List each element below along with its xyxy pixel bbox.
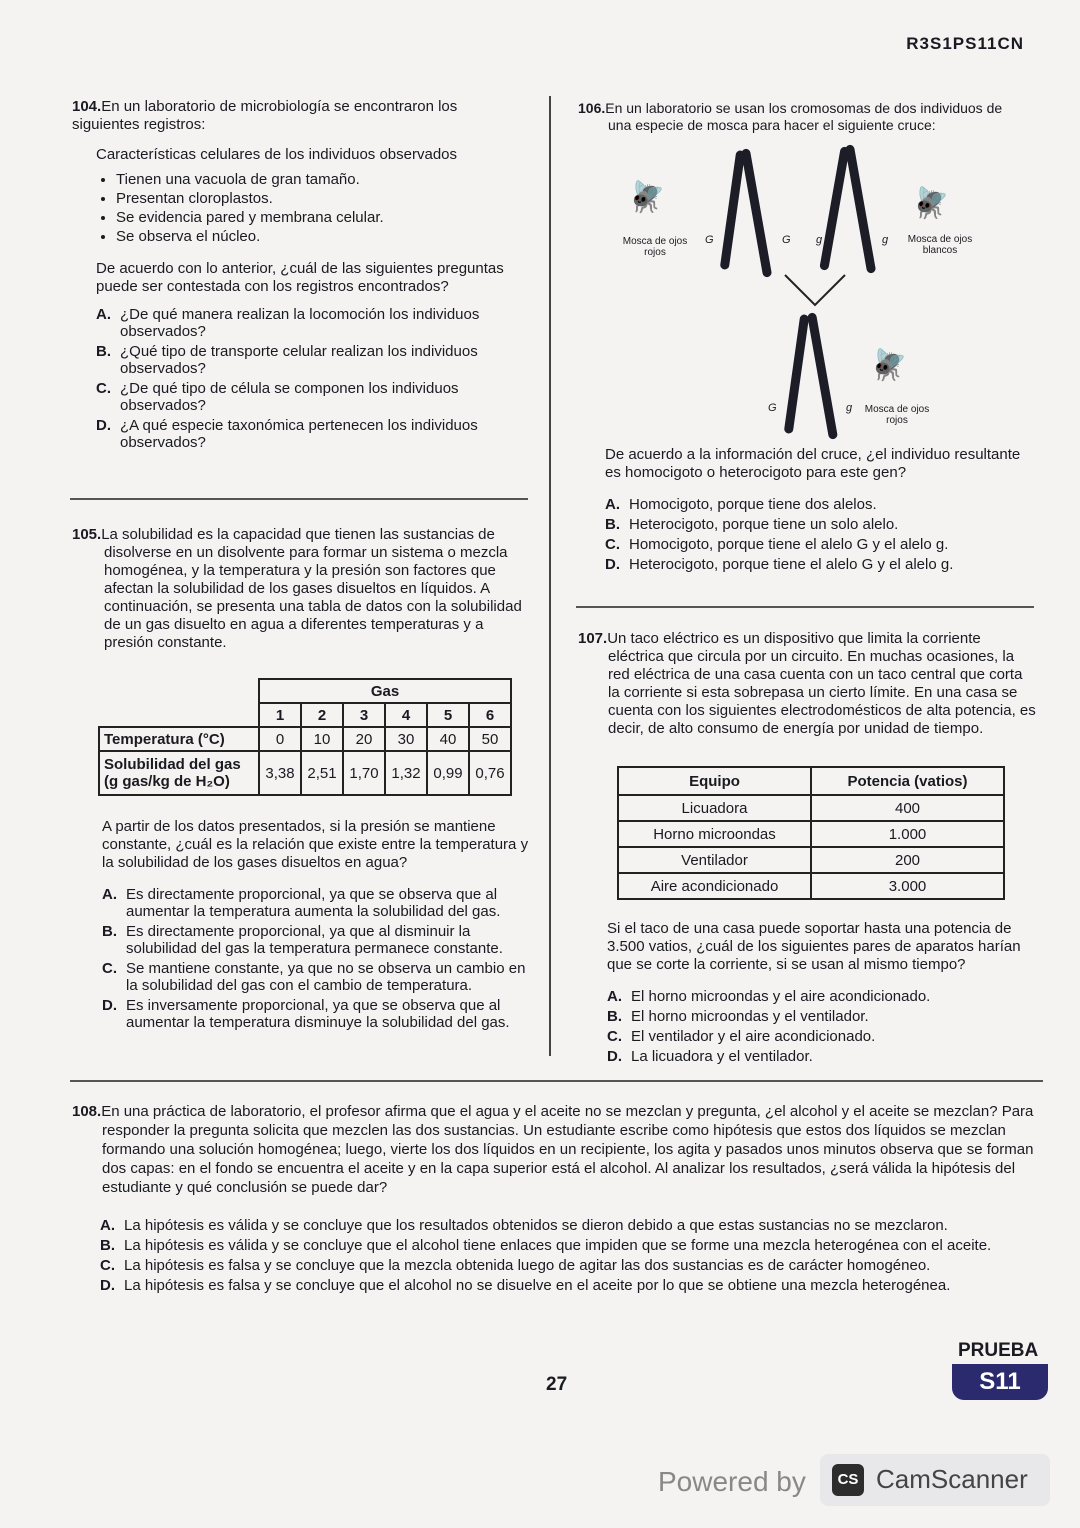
fly-label: Mosca de ojos rojos [622,236,688,258]
solubility-table [98,678,512,796]
question-stem: Un taco eléctrico es un dispositivo que limita la corriente eléctrica que circula por un circuito. En muchas ocasiones, la red eléctrica de una casa cuenta con un taco central que corta la corriente si esta sobrepasa un cierto límite. En una casa se cuenta con los siguientes electrodomésticos de alta potencia, es decir, de alto consumo de energía por unidad de tiempo. [607,630,1036,737]
camscanner-logo [820,1454,1050,1506]
fly-icon: 🪰 [628,181,666,214]
question-108 [72,1102,1046,1297]
allele-label: G [768,402,777,414]
table-cell: 2,51 [301,751,343,795]
table-header: 5 [427,703,469,727]
option-a[interactable]: A. La hipótesis es válida y se concluye que los resultados obtenidos se dieron debido a que estas sustancias no se mezclaron. [100,1217,948,1234]
brand-name: CamScanner [876,1464,1028,1494]
chromosome [807,312,838,440]
section-divider [70,1080,1043,1082]
chromosome [819,146,850,271]
table-cell: 1.000 [811,821,1004,847]
table-cell: 1,32 [385,751,427,795]
power-table [617,766,1005,900]
table-cell: 3,38 [259,751,301,795]
option-d[interactable]: D. Heterocigoto, porque tiene el alelo G y el alelo g. [605,556,954,573]
allele-label: G [705,234,714,246]
table-header: Equipo [618,767,811,795]
option-c[interactable]: C. La hipótesis es falsa y se concluye que la mezcla obtenida luego de agitar las dos sustancias es de carácter homogéneo. [100,1257,931,1274]
table-header: Potencia (vatios) [811,767,1004,795]
option-b[interactable]: B. La hipótesis es válida y se concluye que el alcohol tiene enlaces que impiden que se forme una mezcla heterogénea con el aceite. [100,1237,992,1254]
option-d[interactable]: D. ¿A qué especie taxonómica pertenecen los individuos observados? [96,417,478,451]
cross-arrow [780,270,850,310]
fly-label: Mosca de ojos blancos [907,234,973,256]
chromosome [720,150,746,270]
question-107-body [607,920,1039,1068]
table-cell: 30 [385,727,427,751]
cross-diagram [600,140,1020,440]
allele-label: g [846,402,853,414]
option-d[interactable]: D. La hipótesis es falsa y se concluye que el alcohol no se disuelve en el aceite por lo que se obtiene una mezcla heterogénea. [100,1277,951,1294]
test-badge: S11 [952,1364,1048,1400]
option-a[interactable]: A. Es directamente proporcional, ya que se observa que al aumentar la temperatura aumenta la solubilidad del gas. [102,886,501,920]
allele-label: G [782,234,791,246]
table-cell: 200 [811,847,1004,873]
table-cell: 400 [811,795,1004,821]
table-cell: Horno microondas [618,821,811,847]
question-107 [578,630,1036,738]
option-a[interactable]: A. Homocigoto, porque tiene dos alelos. [605,496,877,513]
table-cell: 0,76 [469,751,511,795]
table-cell: 40 [427,727,469,751]
option-b[interactable]: B. ¿Qué tipo de transporte celular realizan los individuos observados? [96,343,478,377]
question-number: 104. [72,98,102,115]
option-b[interactable]: B. Es directamente proporcional, ya que al disminuir la solubilidad del gas la temperatura permanece constante. [102,923,503,957]
document-code: R3S1PS11CN [906,34,1024,53]
section-divider [576,606,1034,608]
question-stem: La solubilidad es la capacidad que tienen las sustancias de disolverse en un disolvente para formar un sistema o mezcla homogénea, y la temperatura y la presión son factores que afectan la solubilidad de los gases disueltos en líquidos. A continuación, se presenta una tabla de datos con la solubilidad de un gas disuelto en agua a diferentes temperaturas y a presión constante. [101,526,522,651]
table-header: 3 [343,703,385,727]
fly-label: Mosca de ojos rojos [864,404,930,426]
table-cell: Licuadora [618,795,811,821]
column-divider [549,96,551,1056]
question-stem: En un laboratorio de microbiología se encontraron los siguientes registros: [72,98,458,133]
option-b[interactable]: B. El horno microondas y el ventilador. [607,1008,869,1025]
option-b[interactable]: B. Heterocigoto, porque tiene un solo alelo. [605,516,899,533]
option-d[interactable]: D. La licuadora y el ventilador. [607,1048,813,1065]
option-c[interactable]: C. Se mantiene constante, ya que no se observa un cambio en la solubilidad del gas con el cambio de temperatura. [102,960,526,994]
allele-label: g [816,234,823,246]
list-item: • Se observa el núcleo. [116,227,527,246]
row-label: Solubilidad del gas (g gas/kg de H₂O) [99,751,259,795]
table-header: 1 [259,703,301,727]
bullet-list [96,170,527,246]
list-item: • Tienen una vacuola de gran tamaño. [116,170,527,189]
table-cell: 50 [469,727,511,751]
table-cell: Ventilador [618,847,811,873]
option-d[interactable]: D. Es inversamente proporcional, ya que se observa que al aumentar la temperatura disminuye la solubilidad del gas. [102,997,510,1031]
question-number: 107. [578,630,608,647]
table-header: 4 [385,703,427,727]
subtitle: Características celulares de los individuos observados [96,146,458,163]
question-number: 105. [72,526,102,543]
table-cell: 0,99 [427,751,469,795]
question-text: A partir de los datos presentados, si la presión se mantiene constante, ¿cuál es la relación que existe entre la temperatura y la solubilidad de los gases disueltos en agua? [102,818,529,871]
powered-by-text: Powered by [658,1466,806,1497]
list-item: • Se evidencia pared y membrana celular. [116,208,527,227]
option-c[interactable]: C. ¿De qué tipo de célula se componen los individuos observados? [96,380,459,414]
table-header: 2 [301,703,343,727]
option-c[interactable]: C. Homocigoto, porque tiene el alelo G y el alelo g. [605,536,949,553]
list-item: • Presentan cloroplastos. [116,189,527,208]
option-a[interactable]: A. El horno microondas y el aire acondicionado. [607,988,931,1005]
question-stem: En un laboratorio se usan los cromosomas de dos individuos de una especie de mosca para hacer el siguiente cruce: [605,100,1003,133]
camscanner-icon: CS [832,1464,864,1496]
table-cell: 3.000 [811,873,1004,899]
table-cell: 0 [259,727,301,751]
fly-icon: 🪰 [912,187,950,220]
question-stem: En una práctica de laboratorio, el profesor afirma que el agua y el aceite no se mezclan y pregunta, ¿el alcohol y el aceite se mezclan? Para responder la pregunta solicita que mezclen las dos sustancias. Un estudiante escribe como hipótesis que estos dos líquidos se mezclan formando una solución homogénea; luego, vierte los dos líquidos en un recipiente, los agita y pasados unos minutos observa que se forman dos capas: en el fondo se encuentra el aceite y en la capa superior está el alcohol. Al analizar los resultados, ¿será válida la hipótesis del estudiante y qué conclusión se puede dar? [101,1103,1034,1196]
table-group-header: Gas [259,679,511,703]
row-label: Temperatura (°C) [99,727,259,751]
page-number: 27 [546,1374,568,1395]
chromosome [845,144,876,274]
table-cell: 10 [301,727,343,751]
question-104 [72,98,527,454]
question-number: 108. [72,1103,102,1120]
prueba-label: PRUEBA [958,1340,1039,1361]
option-c[interactable]: C. El ventilador y el aire acondicionado. [607,1028,876,1045]
question-106 [578,100,1028,134]
question-105-body [102,818,530,1034]
table-cell: Aire acondicionado [618,873,811,899]
table-cell: 20 [343,727,385,751]
fly-icon: 🪰 [870,349,908,382]
question-text: Si el taco de una casa puede soportar hasta una potencia de 3.500 vatios, ¿cuál de los siguientes pares de aparatos harían que se corte la corriente, si se usan al mismo tiempo? [607,920,1021,973]
chromosome [741,148,772,278]
question-text: De acuerdo con lo anterior, ¿cuál de las siguientes preguntas puede ser contestada con los registros encontrados? [96,260,504,295]
option-a[interactable]: A. ¿De qué manera realizan la locomoción los individuos observados? [96,306,480,340]
table-header: 6 [469,703,511,727]
table-cell: 1,70 [343,751,385,795]
question-number: 106. [578,100,606,116]
section-divider [70,498,528,500]
question-text: De acuerdo a la información del cruce, ¿el individuo resultante es homocigoto o heterocigoto para este gen? [605,446,1021,481]
chromosome [784,314,810,434]
question-105 [72,526,530,652]
question-106-body [605,446,1033,576]
allele-label: g [882,234,889,246]
